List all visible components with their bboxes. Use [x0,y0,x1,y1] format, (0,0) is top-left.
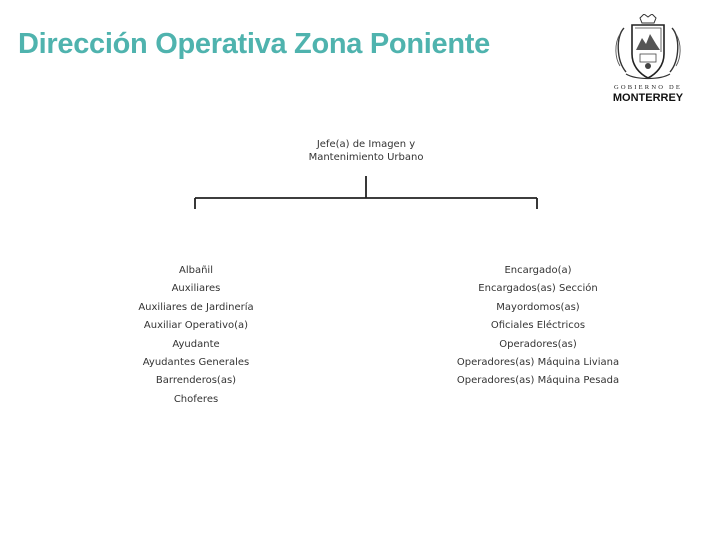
list-item: Ayudantes Generales [142,356,250,368]
list-item: Barrenderos(as) [155,375,237,387]
list-item: Auxiliar Operativo(a) [143,320,249,332]
list-item: Operadores(as) Máquina Liviana [456,356,620,368]
logo-text-top: GOBIERNO DE [613,84,683,91]
list-item: Ayudante [172,338,220,350]
list-item: Oficiales Eléctricos [490,320,586,332]
left-branch-list [91,262,301,409]
right-branch-list [433,262,643,391]
list-item: Mayordomos(as) [496,301,580,313]
list-item: Albañil [179,265,213,276]
list-item: Operadores(as) [499,338,577,350]
list-item: Encargados(as) Sección [478,283,598,295]
list-item: Encargado(a) [504,265,572,276]
list-item: Auxiliares [171,283,221,295]
page-title: Dirección Operativa Zona Poniente [18,28,490,60]
list-item: Choferes [173,393,219,405]
org-root-node: Jefe(a) de Imagen y Mantenimiento Urbano [308,139,424,163]
list-item: Auxiliares de Jardinería [138,301,254,313]
list-item: Operadores(as) Máquina Pesada [456,375,620,387]
logo-text-bottom: MONTERREY [612,92,684,104]
